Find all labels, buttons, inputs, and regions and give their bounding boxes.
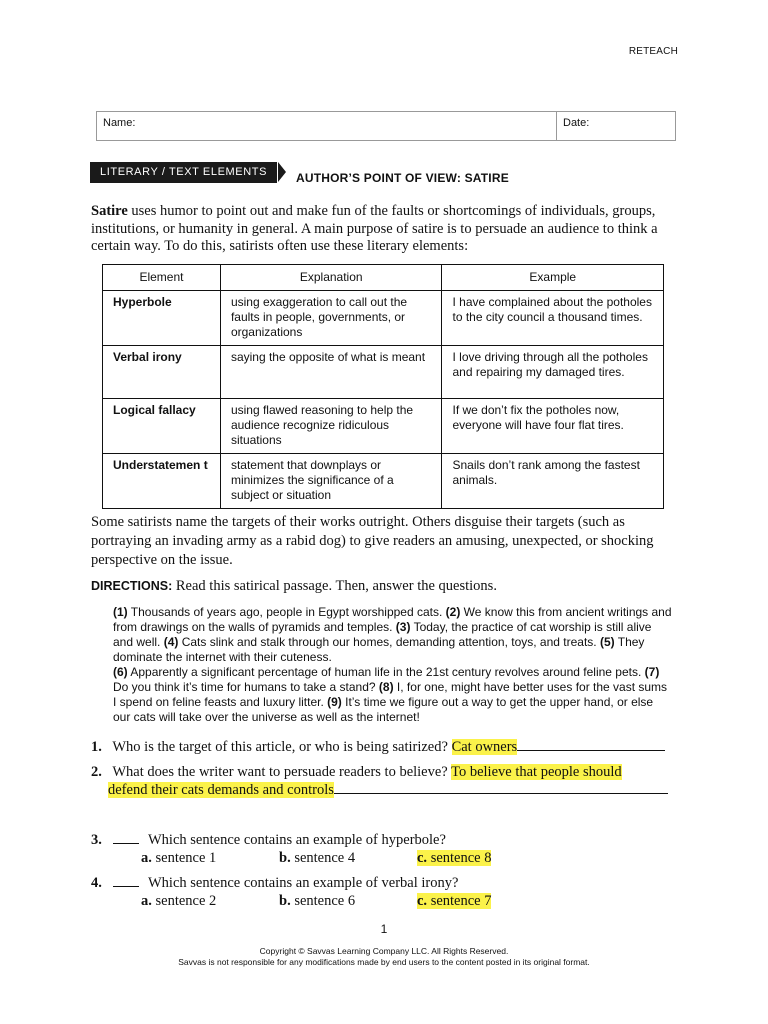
answer-line xyxy=(517,750,665,751)
choice-text: sentence 7 xyxy=(427,893,492,909)
question-number: 1. xyxy=(91,739,102,755)
table-header-row xyxy=(103,265,664,291)
choice-letter: b. xyxy=(279,850,291,866)
copyright-text: Copyright © Savvas Learning Company LLC. All Rights Reserved. xyxy=(259,946,509,956)
sentence: Today, the practice of cat worship is still alive and well. xyxy=(113,620,652,649)
date-label: Date: xyxy=(563,117,590,129)
banner-arrow-tip xyxy=(278,162,286,182)
sentence: They dominate the internet with their cuteness. xyxy=(113,635,645,664)
choice-letter: c. xyxy=(417,850,428,866)
column-header: Element xyxy=(103,265,221,291)
question-number: 4. xyxy=(91,875,102,891)
sentence: Apparently a significant percentage of human life in the 21st century revolves around feline pets. xyxy=(127,665,645,679)
choice-a[interactable] xyxy=(141,892,279,910)
intro-text: uses humor to point out and make fun of the faults or shortcomings of individuals, groups, institutions, or humanity in general. A main purpose of satire is to persuade an audience to think a certain way. To do this, satirists often use these literary elements: xyxy=(91,203,658,254)
answer-highlight[interactable]: defend their cats demands and controls xyxy=(108,782,334,798)
element-cell: Logical fallacy xyxy=(103,399,221,454)
table-row xyxy=(103,291,664,346)
question-text: What does the writer want to persuade readers to believe? xyxy=(112,764,448,780)
sentence-number: (8) xyxy=(378,680,394,694)
sentence-number: (4) xyxy=(163,635,179,649)
example-cell: I have complained about the potholes to the city council a thousand times. xyxy=(442,291,664,346)
choice-text: sentence 2 xyxy=(151,893,217,909)
example-cell: Snails don’t rank among the fastest animals. xyxy=(442,454,664,509)
sentence-number: (3) xyxy=(395,620,411,634)
question-3 xyxy=(91,831,691,867)
sentence: We know this from ancient writings and from drawings on the walls of pyramids and temples. xyxy=(113,605,672,634)
choice-letter: b. xyxy=(279,893,291,909)
table-row xyxy=(103,454,664,509)
explanation-cell: using flawed reasoning to help the audience recognize ridiculous situations xyxy=(220,399,442,454)
explanation-cell: statement that downplays or minimizes the significance of a subject or situation xyxy=(220,454,442,509)
choice-text: sentence 8 xyxy=(427,850,492,866)
satire-term: Satire xyxy=(91,203,128,219)
intro-paragraph xyxy=(91,203,683,256)
choice-letter: a. xyxy=(141,893,152,909)
sentence: I, for one, might have better uses for the vast sums I spend on feline feasts and luxury litter. xyxy=(113,680,668,709)
directions-text: Read this satirical passage. Then, answer the questions. xyxy=(172,578,497,594)
column-header: Example xyxy=(442,265,664,291)
sentence-number: (9) xyxy=(327,695,342,709)
choice-c[interactable] xyxy=(417,892,555,910)
directions-label: DIRECTIONS: xyxy=(91,579,173,593)
literary-elements-table xyxy=(102,264,664,509)
example-cell: I love driving through all the potholes and repairing my damaged tires. xyxy=(442,346,664,399)
element-cell: Verbal irony xyxy=(103,346,221,399)
answer-highlight[interactable]: Cat owners xyxy=(451,739,518,755)
answer-blank[interactable] xyxy=(113,886,139,887)
table-row xyxy=(103,399,664,454)
name-label: Name: xyxy=(103,117,136,129)
choice-a[interactable] xyxy=(141,849,279,867)
question-text: Which sentence contains an example of verbal irony? xyxy=(148,875,459,891)
example-cell: If we don’t fix the potholes now, everyone will have four flat tires. xyxy=(442,399,664,454)
table-row xyxy=(103,346,664,399)
element-cell: Hyperbole xyxy=(103,291,221,346)
answer-choices xyxy=(141,892,691,910)
choice-b[interactable] xyxy=(279,892,417,910)
choice-letter: c. xyxy=(417,893,428,909)
explanation-cell: saying the opposite of what is meant xyxy=(220,346,442,399)
question-number: 2. xyxy=(91,764,102,780)
column-header: Explanation xyxy=(220,265,442,291)
reteach-label: RETEACH xyxy=(628,46,678,57)
directions xyxy=(91,578,683,595)
name-date-box xyxy=(96,111,676,141)
choice-text: sentence 4 xyxy=(290,850,356,866)
sentence-number: (7) xyxy=(644,665,660,679)
choice-c[interactable] xyxy=(417,849,555,867)
question-text: Which sentence contains an example of hyperbole? xyxy=(148,832,446,848)
satirical-passage xyxy=(113,605,673,725)
sentence-number: (5) xyxy=(599,635,615,649)
choice-text: sentence 6 xyxy=(290,893,356,909)
answer-highlight[interactable]: To believe that people should xyxy=(451,764,622,780)
answer-line xyxy=(334,793,668,794)
question-1 xyxy=(91,738,691,756)
section-title: AUTHOR’S POINT OF VIEW: SATIRE xyxy=(296,171,509,185)
sentence-number: (2) xyxy=(445,605,461,619)
question-4 xyxy=(91,874,691,910)
sentence: Cats slink and stalk through our homes, demanding attention, toys, and treats. xyxy=(178,635,600,649)
question-number: 3. xyxy=(91,832,102,848)
choice-text: sentence 1 xyxy=(151,850,217,866)
answer-choices xyxy=(141,849,691,867)
question-2 xyxy=(91,763,691,799)
question-text: Who is the target of this article, or who is being satirized? xyxy=(112,739,448,755)
date-field[interactable] xyxy=(557,112,675,140)
sentence-number: (1) xyxy=(113,605,128,619)
sentence: Thousands of years ago, people in Egypt worshipped cats. xyxy=(127,605,446,619)
name-field[interactable] xyxy=(97,112,557,140)
sentence: It’s time we figure out a way to get the upper hand, or else our cats will take over the universe as well as the internet! xyxy=(113,695,654,724)
sentence-number: (6) xyxy=(113,665,128,679)
category-banner: LITERARY / TEXT ELEMENTS xyxy=(90,162,277,183)
answer-blank[interactable] xyxy=(113,843,139,844)
explanation-cell: using exaggeration to call out the faults in people, governments, or organizations xyxy=(220,291,442,346)
disclaimer-text: Savvas is not responsible for any modifications made by end users to the content posted in its original format. xyxy=(178,956,590,967)
choice-b[interactable] xyxy=(279,849,417,867)
targets-paragraph: Some satirists name the targets of their works outright. Others disguise their targets (such as portraying an invading army as a rabid dog) to give readers an amusing, unexpected, or shocking perspective on the issue. xyxy=(91,514,654,568)
element-cell: Understatemen t xyxy=(103,454,221,509)
page-number: 1 xyxy=(380,922,388,936)
sentence: Do you think it’s time for humans to take a stand? xyxy=(113,680,379,694)
footer-copyright xyxy=(0,946,768,967)
choice-letter: a. xyxy=(141,850,152,866)
